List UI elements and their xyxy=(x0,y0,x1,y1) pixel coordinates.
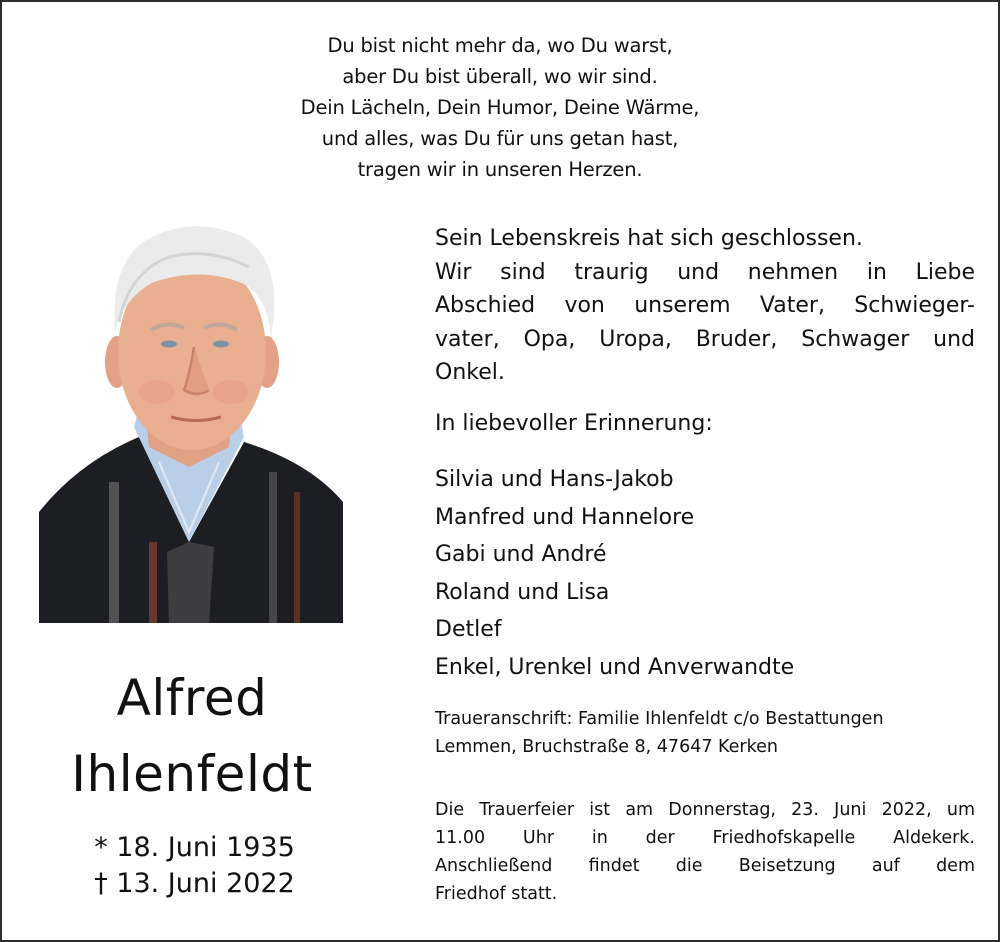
birth-date: * 18. Juni 1935 xyxy=(94,832,295,863)
deceased-last-name: Ihlenfeldt xyxy=(71,745,313,803)
mourner-entry: Silvia und Hans-Jakob xyxy=(435,467,674,492)
mourner-entry: Enkel, Urenkel und Anverwandte xyxy=(435,654,795,680)
poem-line: und alles, was Du für uns getan hast, xyxy=(321,127,679,150)
poem-line: tragen wir in unseren Herzen. xyxy=(357,158,643,181)
funeral-details xyxy=(435,796,975,908)
ceremony-line: 11.00 Uhr in der Friedhofskapelle Aldekerk. xyxy=(435,828,975,848)
address-line: Lemmen, Bruchstraße 8, 47647 Kerken xyxy=(435,737,778,757)
intro-line: Onkel. xyxy=(435,360,505,386)
poem-line: Dein Lächeln, Dein Humor, Deine Wärme, xyxy=(300,96,700,119)
mourning-address xyxy=(435,705,975,761)
poem-line: Du bist nicht mehr da, wo Du warst, xyxy=(327,34,673,57)
memory-heading: In liebevoller Erinnerung: xyxy=(435,411,713,436)
poem-line: aber Du bist überall, wo wir sind. xyxy=(342,65,658,88)
mourners-list xyxy=(435,461,975,686)
mourner-entry: Gabi und André xyxy=(435,542,607,567)
mourner-entry: Detlef xyxy=(435,617,502,642)
mourner-entry: Manfred und Hannelore xyxy=(435,504,695,530)
address-line: Traueranschrift: Familie Ihlenfeldt c/o Bestattungen xyxy=(435,709,884,729)
life-dates xyxy=(2,830,387,902)
memorial-poem xyxy=(2,30,998,185)
intro-line: Sein Lebenskreis hat sich geschlossen. xyxy=(435,226,863,251)
deceased-first-name: Alfred xyxy=(116,669,268,727)
ceremony-line: Die Trauerfeier ist am Donnerstag, 23. Juni 2022, um xyxy=(435,800,975,820)
ceremony-line: Friedhof statt. xyxy=(435,884,558,904)
intro-line: Wir sind traurig und nehmen in Liebe xyxy=(435,259,975,285)
announcement-intro xyxy=(435,222,975,390)
intro-line: Abschied von unserem Vater, Schwieger- xyxy=(435,293,975,319)
intro-line: vater, Opa, Uropa, Bruder, Schwager und xyxy=(435,326,975,352)
portrait-photo xyxy=(39,212,343,623)
ceremony-line: Anschließend findet die Beisetzung auf dem xyxy=(435,856,975,876)
death-date: † 13. Juni 2022 xyxy=(94,868,295,899)
mourner-entry: Roland und Lisa xyxy=(435,579,610,605)
